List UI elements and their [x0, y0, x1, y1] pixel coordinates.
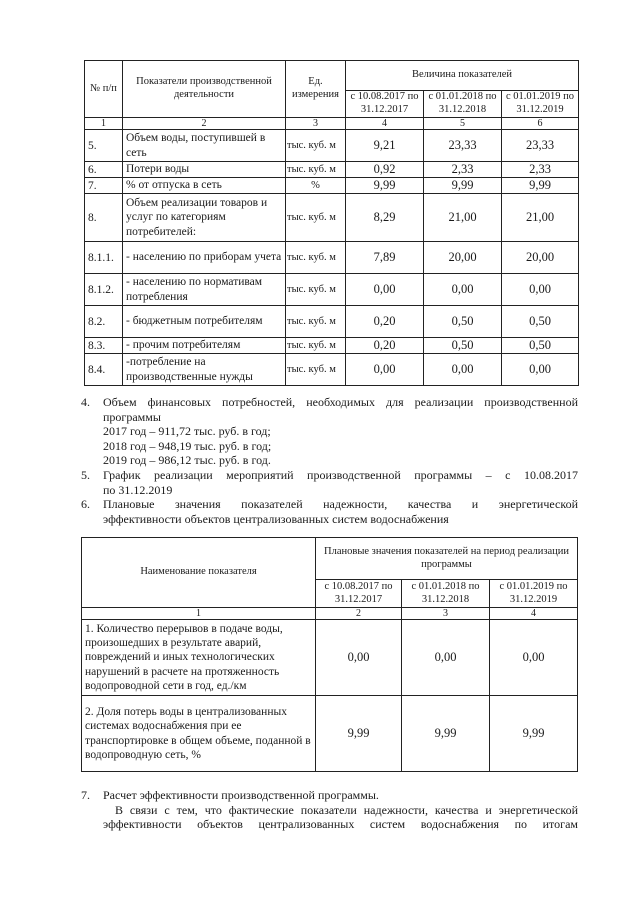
row-unit: %	[286, 178, 346, 194]
col-header-values: Величина показателей	[346, 61, 579, 91]
row-value: 9,99	[346, 178, 424, 194]
row-value: 0,00	[424, 274, 502, 306]
planned-indicators-table	[81, 537, 578, 772]
row-value: 9,99	[316, 696, 402, 772]
row-indicator: 1. Количество перерывов в подаче воды, произошедших в результате аварий, повреждений и иных технологических нарушений в расчете на протяженность водопроводной сети в год, ед./км	[82, 620, 316, 696]
col-header-indicator: Наименование показателя	[82, 538, 316, 608]
table-column-numbers-row	[85, 118, 579, 130]
col-header-values: Плановые значения показателей на период реализации программы	[316, 538, 578, 580]
row-unit: тыс. куб. м	[286, 130, 346, 162]
row-value: 0,50	[502, 306, 579, 338]
row-value: 23,33	[424, 130, 502, 162]
row-value: 0,00	[502, 354, 579, 386]
column-number: 5	[424, 118, 502, 130]
column-number: 1	[85, 118, 123, 130]
row-value: 0,50	[424, 306, 502, 338]
section-text-line: эффективности объектов централизованных систем водоснабжения по итогам	[103, 817, 578, 831]
row-unit: тыс. куб. м	[286, 162, 346, 178]
production-indicators-table	[84, 60, 579, 386]
row-value: 9,21	[346, 130, 424, 162]
financial-year-line: 2017 год – 911,72 тыс. руб. в год;	[103, 424, 271, 438]
row-indicator: % от отпуска в сеть	[123, 178, 286, 194]
column-number: 1	[82, 608, 316, 620]
table-row	[82, 620, 578, 696]
section-title: Расчет эффективности производственной программы.	[103, 788, 379, 802]
table-column-numbers-row	[82, 608, 578, 620]
row-unit: тыс. куб. м	[286, 306, 346, 338]
row-number: 8.3.	[85, 338, 123, 354]
section-7-efficiency	[81, 788, 578, 832]
row-number: 8.1.2.	[85, 274, 123, 306]
row-value: 0,92	[346, 162, 424, 178]
section-number: 4.	[81, 395, 90, 409]
row-value: 0,50	[502, 338, 579, 354]
row-indicator: - прочим потребителям	[123, 338, 286, 354]
row-indicator: -потребление на производственные нужды	[123, 354, 286, 386]
column-number: 3	[402, 608, 490, 620]
row-value: 7,89	[346, 242, 424, 274]
row-value: 0,00	[346, 274, 424, 306]
section-number: 6.	[81, 497, 90, 511]
row-value: 23,33	[502, 130, 579, 162]
section-text-line: Объем финансовых потребностей, необходимых для реализации производственной	[103, 395, 578, 409]
section-text-line: В связи с тем, что фактические показатели надежности, качества и энергетической	[115, 802, 578, 817]
table-row	[82, 696, 578, 772]
table-row	[85, 242, 579, 274]
row-value: 0,00	[316, 620, 402, 696]
row-value: 2,33	[424, 162, 502, 178]
section-5-schedule	[81, 468, 578, 497]
section-6-planned-values	[81, 497, 578, 526]
row-value: 8,29	[346, 194, 424, 242]
table-row	[85, 162, 579, 178]
row-indicator: 2. Доля потерь воды в централизованных системах водоснабжения при ее транспортировке в общем объеме, поданной в водопроводную сеть, %	[82, 696, 316, 772]
col-header-period: с 10.08.2017 по 31.12.2017	[346, 91, 424, 118]
row-number: 6.	[85, 162, 123, 178]
row-value: 0,00	[502, 274, 579, 306]
row-unit: тыс. куб. м	[286, 338, 346, 354]
col-header-period: с 01.01.2019 по 31.12.2019	[490, 580, 578, 608]
row-number: 8.2.	[85, 306, 123, 338]
col-header-period: с 01.01.2018 по 31.12.2018	[402, 580, 490, 608]
row-value: 20,00	[502, 242, 579, 274]
row-indicator: Потери воды	[123, 162, 286, 178]
column-number: 6	[502, 118, 579, 130]
section-text-line: Плановые значения показателей надежности, качества и энергетической	[103, 497, 578, 511]
row-indicator: Объем воды, поступившей в сеть	[123, 130, 286, 162]
row-number: 7.	[85, 178, 123, 194]
row-value: 9,99	[490, 696, 578, 772]
col-header-period: с 10.08.2017 по 31.12.2017	[316, 580, 402, 608]
table-row	[85, 194, 579, 242]
column-number: 2	[316, 608, 402, 620]
column-number: 3	[286, 118, 346, 130]
row-value: 9,99	[502, 178, 579, 194]
row-value: 2,33	[502, 162, 579, 178]
row-unit: тыс. куб. м	[286, 354, 346, 386]
row-indicator: - населению по приборам учета	[123, 242, 286, 274]
row-number: 8.1.1.	[85, 242, 123, 274]
row-value: 0,00	[424, 354, 502, 386]
section-text-line: График реализации мероприятий производственной программы – с 10.08.2017	[103, 468, 578, 482]
section-4-financial-needs	[81, 395, 578, 468]
table-row	[85, 354, 579, 386]
table-row	[85, 338, 579, 354]
row-value: 21,00	[502, 194, 579, 242]
row-unit: тыс. куб. м	[286, 274, 346, 306]
col-header-indicator: Показатели производственной деятельности	[123, 61, 286, 118]
table-row	[85, 306, 579, 338]
row-value: 20,00	[424, 242, 502, 274]
financial-year-line: 2019 год – 986,12 тыс. руб. в год.	[103, 453, 271, 467]
row-value: 0,50	[424, 338, 502, 354]
table-row	[85, 130, 579, 162]
row-indicator: - населению по нормативам потребления	[123, 274, 286, 306]
row-number: 5.	[85, 130, 123, 162]
section-text-line: эффективности объектов централизованных систем водоснабжения	[103, 511, 449, 526]
column-number: 4	[346, 118, 424, 130]
row-indicator: Объем реализации товаров и услуг по категориям потребителей:	[123, 194, 286, 242]
row-unit: тыс. куб. м	[286, 194, 346, 242]
col-header-period: с 01.01.2019 по 31.12.2019	[502, 91, 579, 118]
col-header-number: № п/п	[85, 61, 123, 118]
col-header-unit: Ед. измерения	[286, 61, 346, 118]
row-number: 8.4.	[85, 354, 123, 386]
section-number: 5.	[81, 468, 90, 482]
row-value: 9,99	[402, 696, 490, 772]
row-indicator: - бюджетным потребителям	[123, 306, 286, 338]
col-header-period: с 01.01.2018 по 31.12.2018	[424, 91, 502, 118]
section-text-line: по 31.12.2019	[103, 482, 173, 497]
row-value: 21,00	[424, 194, 502, 242]
column-number: 4	[490, 608, 578, 620]
section-number: 7.	[81, 788, 90, 802]
column-number: 2	[123, 118, 286, 130]
row-value: 9,99	[424, 178, 502, 194]
table-header-row	[82, 538, 578, 580]
table-header-row	[85, 61, 579, 91]
row-value: 0,20	[346, 338, 424, 354]
financial-year-line: 2018 год – 948,19 тыс. руб. в год;	[103, 438, 272, 453]
row-value: 0,00	[346, 354, 424, 386]
row-value: 0,00	[490, 620, 578, 696]
table-row	[85, 178, 579, 194]
row-value: 0,20	[346, 306, 424, 338]
row-value: 0,00	[402, 620, 490, 696]
section-text-line: программы	[103, 409, 161, 424]
table-row	[85, 274, 579, 306]
row-number: 8.	[85, 194, 123, 242]
row-unit: тыс. куб. м	[286, 242, 346, 274]
